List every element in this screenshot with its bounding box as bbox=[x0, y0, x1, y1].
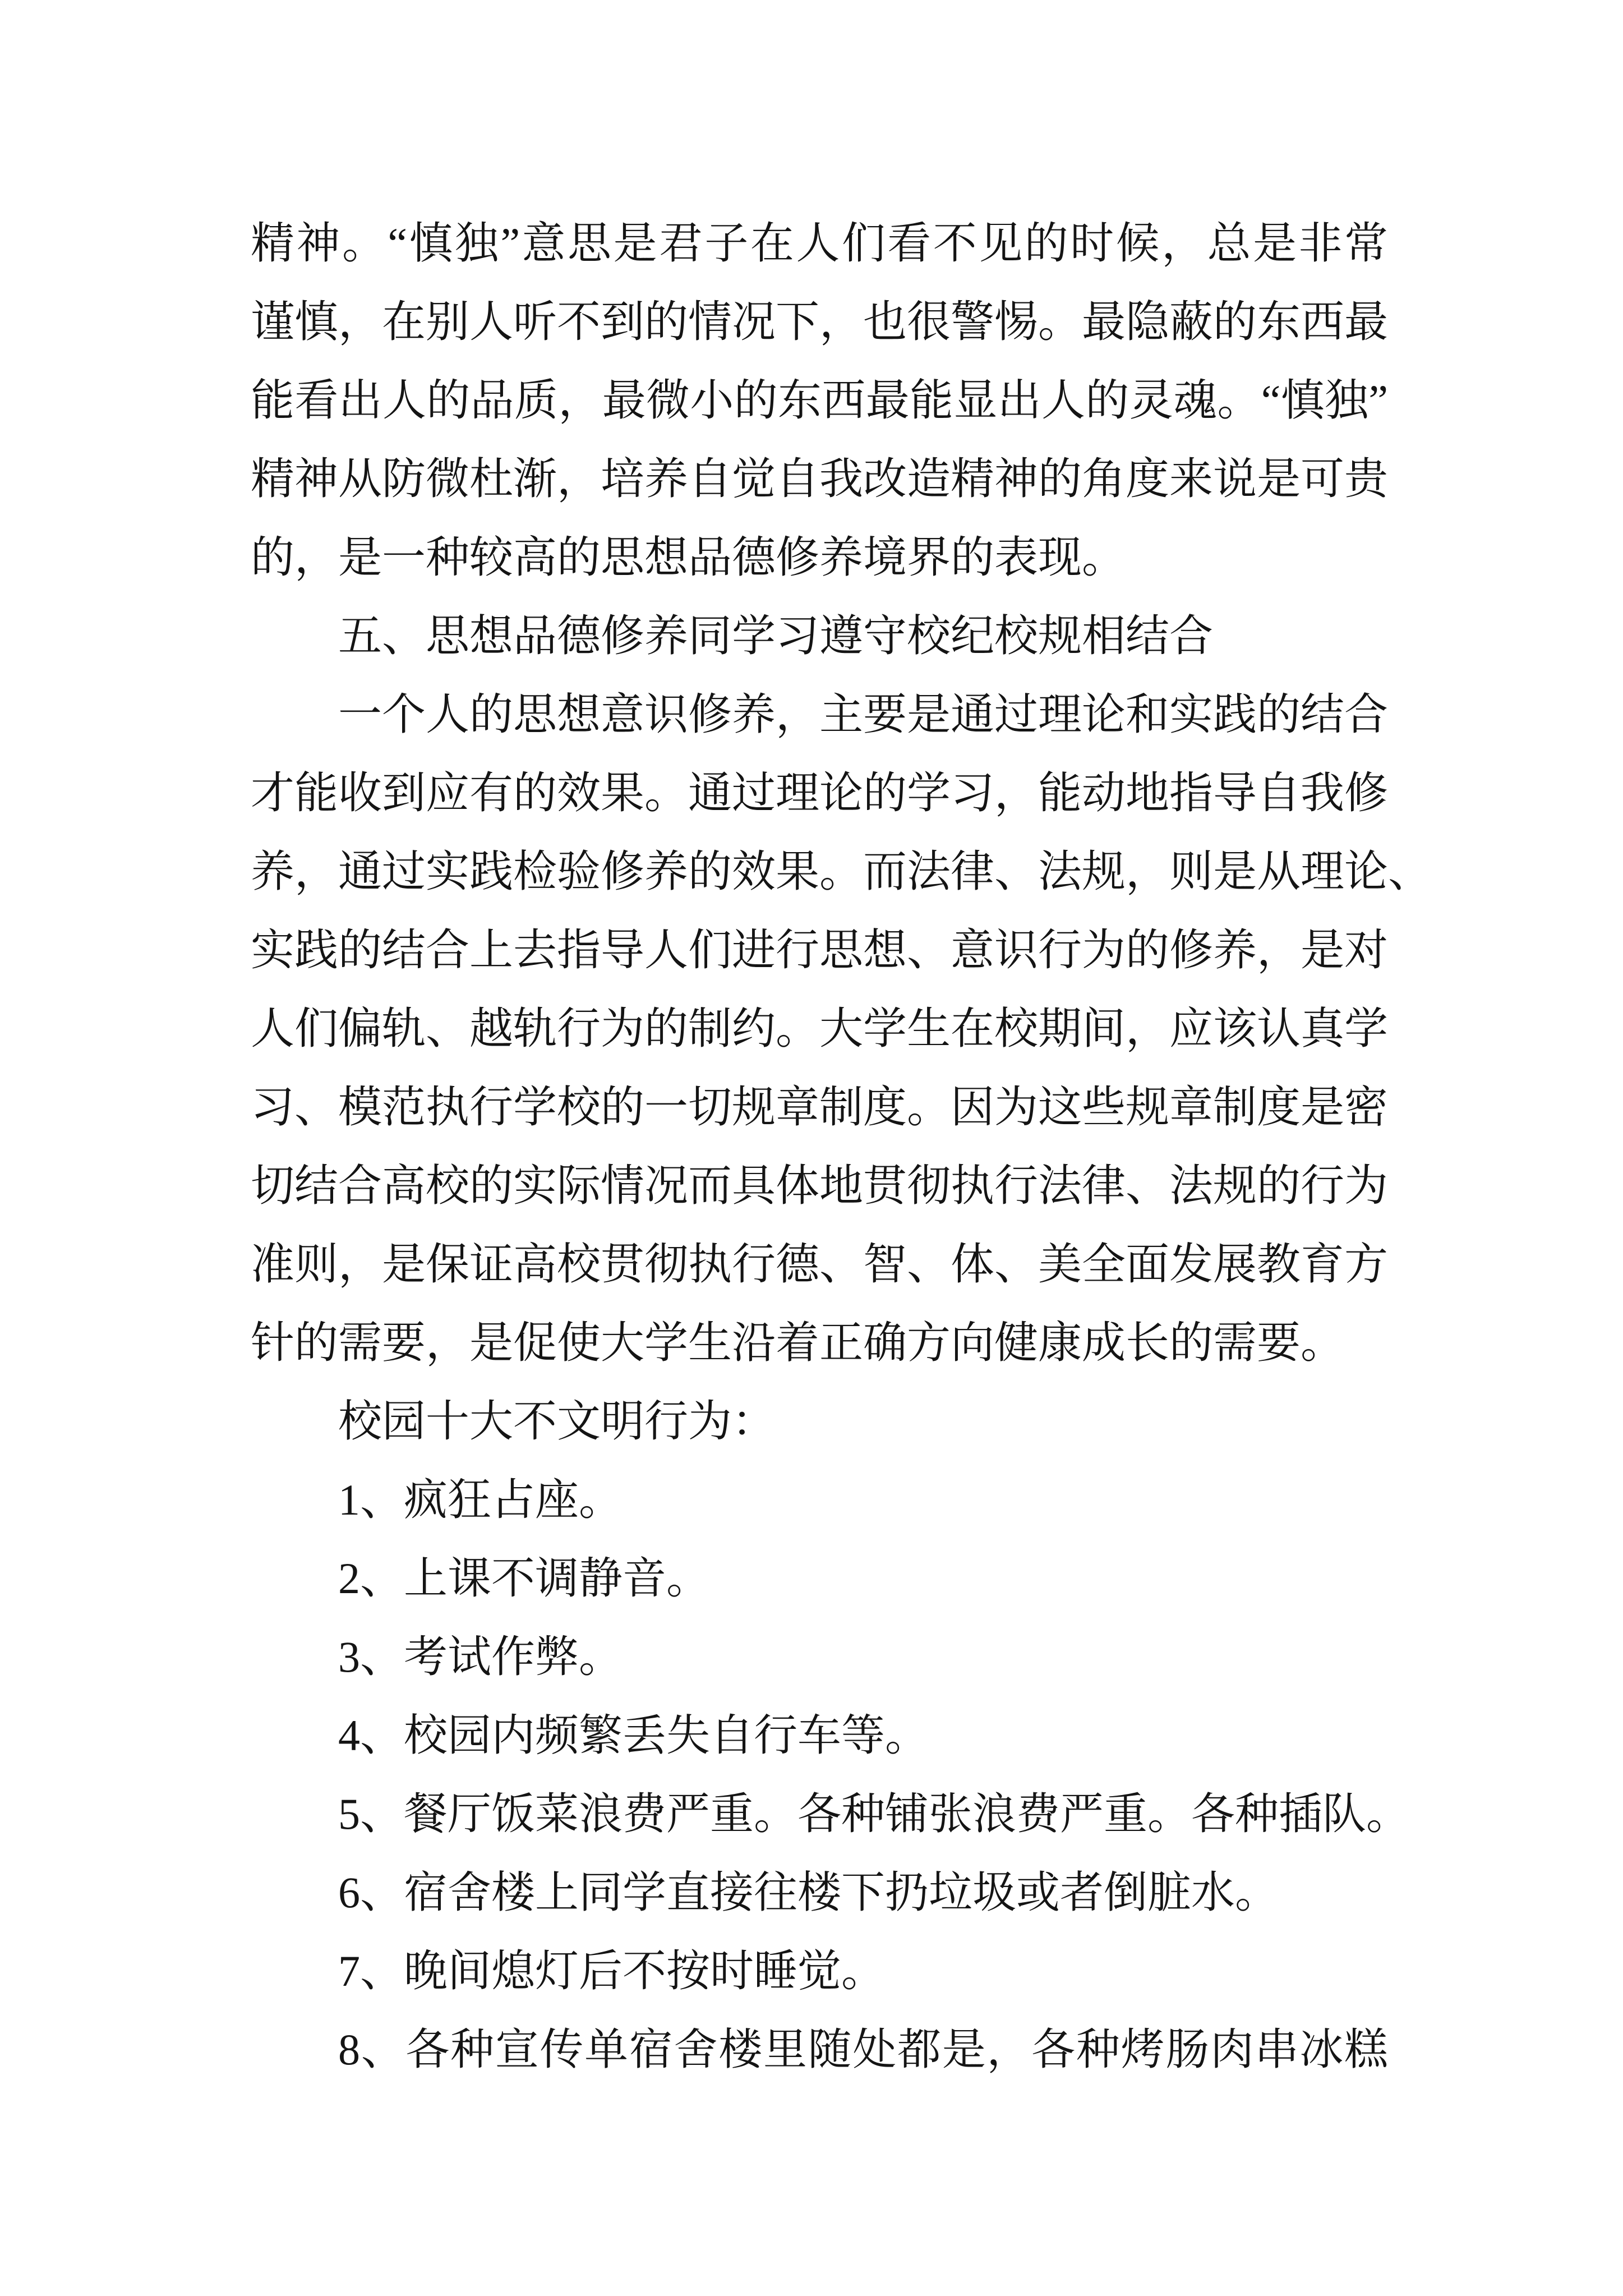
paragraph-line: 针的需要，是促使大学生沿着正确方向健康成长的需要。 bbox=[251, 1318, 1345, 1367]
paragraph-line: 一个人的思想意识修养，主要是通过理论和实践的结合 bbox=[338, 690, 1389, 739]
paragraph-body bbox=[251, 675, 1432, 1382]
paragraph-line: 能看出人的品质，最微小的东西最能显出人的灵魂。“慎独” bbox=[251, 376, 1388, 425]
paragraph-line: 精神。“慎独”意思是君子在人们看不见的时候，总是非常 bbox=[251, 219, 1388, 268]
list-item: 1、疯狂占座。 bbox=[338, 1475, 623, 1524]
list-item: 3、考试作弊。 bbox=[338, 1632, 623, 1681]
list-item: 8、各种宣传单宿舍楼里随处都是，各种烤肠肉串冰糕 bbox=[338, 2025, 1388, 2074]
list-item: 2、上课不调静音。 bbox=[338, 1554, 711, 1603]
paragraph-line: 谨慎，在别人听不到的情况下，也很警惕。最隐蔽的东西最 bbox=[251, 297, 1389, 346]
list bbox=[251, 1461, 1410, 2089]
document-body bbox=[251, 204, 1432, 2089]
paragraph-line: 切结合高校的实际情况而具体地贯彻执行法律、法规的行为 bbox=[251, 1161, 1389, 1210]
paragraph-line: 实践的结合上去指导人们进行思想、意识行为的修养，是对 bbox=[251, 926, 1389, 974]
paragraph-line: 养，通过实践检验修养的效果。而法律、法规，则是从理论、 bbox=[251, 847, 1432, 896]
paragraph-continued bbox=[251, 204, 1388, 597]
list-item: 6、宿舍楼上同学直接往楼下扔垃圾或者倒脏水。 bbox=[338, 1868, 1279, 1917]
section-heading: 五、思想品德修养同学习遵守校纪校规相结合 bbox=[338, 611, 1214, 660]
paragraph-line: 精神从防微杜渐，培养自觉自我改造精神的角度来说是可贵 bbox=[251, 454, 1389, 503]
paragraph-line: 习、模范执行学校的一切规章制度。因为这些规章制度是密 bbox=[251, 1083, 1389, 1131]
list-title: 校园十大不文明行为： bbox=[338, 1397, 776, 1446]
list-item: 7、晚间熄灯后不按时睡觉。 bbox=[338, 1947, 886, 1995]
paragraph-line: 准则，是保证高校贯彻执行德、智、体、美全面发展教育方 bbox=[251, 1240, 1389, 1289]
list-item: 4、校园内频繁丢失自行车等。 bbox=[338, 1711, 929, 1760]
paragraph-line: 才能收到应有的效果。通过理论的学习，能动地指导自我修 bbox=[251, 769, 1389, 817]
paragraph-line: 的，是一种较高的思想品德修养境界的表现。 bbox=[251, 533, 1126, 582]
paragraph-line: 人们偏轨、越轨行为的制约。大学生在校期间，应该认真学 bbox=[251, 1004, 1389, 1053]
list-item: 5、餐厅饭菜浪费严重。各种铺张浪费严重。各种插队。 bbox=[338, 1789, 1410, 1838]
